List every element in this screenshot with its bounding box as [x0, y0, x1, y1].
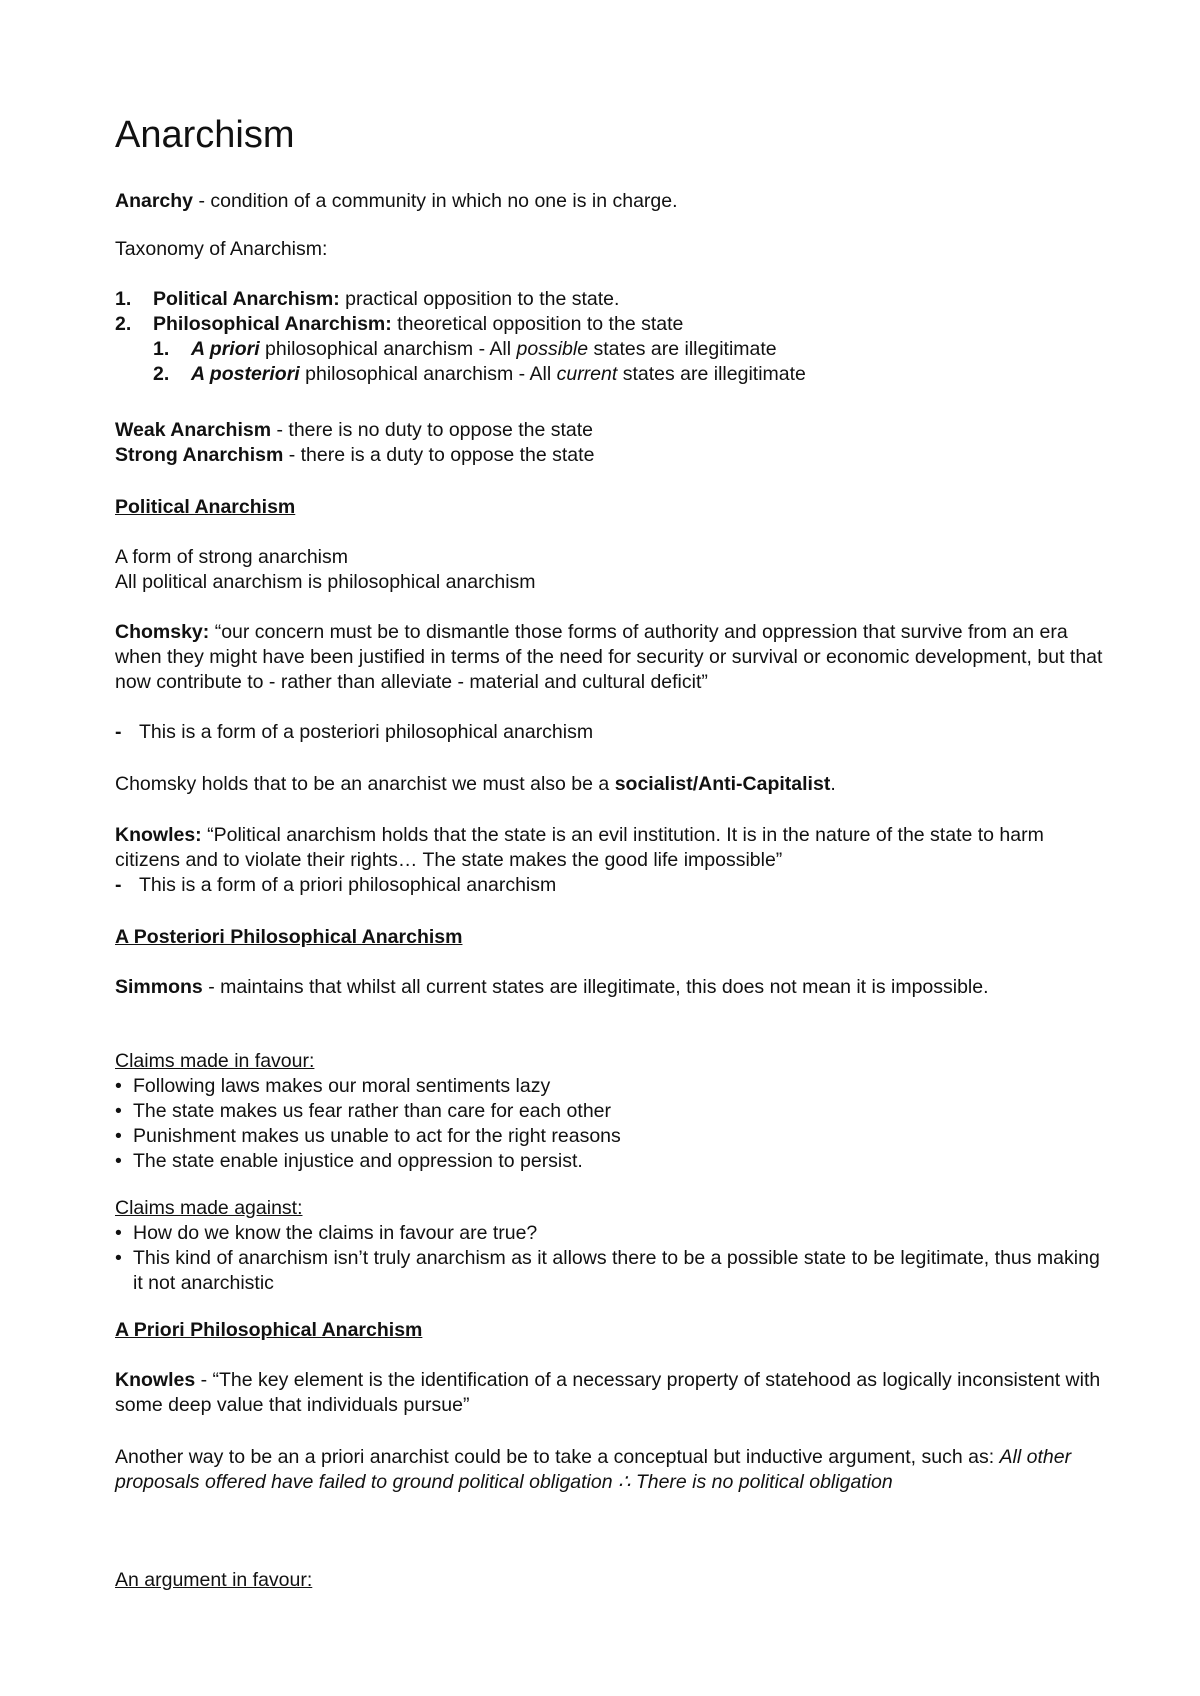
dash-marker: - — [115, 874, 122, 896]
list-item: • Punishment makes us unable to act for the right reasons — [115, 1124, 1105, 1149]
section-heading-priori: A Priori Philosophical Anarchism — [115, 1319, 423, 1341]
against-heading: Claims made against: — [115, 1197, 303, 1219]
weak-strong-definitions: Weak Anarchism - there is no duty to oppose the state Strong Anarchism - there is a duty to oppose the state — [115, 419, 595, 466]
favour-claims — [115, 1049, 1105, 1174]
anarchy-def: - condition of a community in which no one is in charge. — [193, 190, 678, 212]
chomsky-quote: Chomsky: “our concern must be to dismantle those forms of authority and oppression that survive from an era when they might have been justified in terms of the need for security or survival or economic development, but that now contribute to - rather than alleviate - material and cultural deficit” — [115, 621, 1103, 693]
dash-marker: - — [115, 721, 122, 743]
list-item: • Following laws makes our moral sentiments lazy — [115, 1074, 1105, 1099]
list-item: • How do we know the claims in favour are true? — [115, 1221, 1105, 1246]
taxonomy-list — [115, 287, 1105, 387]
favour-heading: Claims made in favour: — [115, 1050, 315, 1072]
argument-heading: An argument in favour: — [115, 1569, 313, 1591]
chomsky-socialist: Chomsky holds that to be an anarchist we must also be a socialist/Anti-Capitalist. — [115, 773, 836, 795]
taxonomy-item: 2. Philosophical Anarchism: theoretical opposition to the state — [115, 313, 684, 335]
knowles-quote: Knowles: “Political anarchism holds that the state is an evil institution. It is in the nature of the state to harm citizens and to violate their rights… The state makes the good life impossible” — [115, 824, 1044, 871]
knowles-note: - This is a form of a priori philosophical anarchism — [115, 874, 557, 896]
list-item: • This kind of anarchism isn’t truly anarchism as it allows there to be a possible state to be legitimate, thus making it not anarchistic — [115, 1246, 1105, 1296]
subtaxonomy-item: 1. A priori philosophical anarchism - All possible states are illegitimate — [153, 338, 777, 360]
knowles-priori-quote: Knowles - “The key element is the identification of a necessary property of statehood as logically inconsistent with some deep value that individuals pursue” — [115, 1369, 1101, 1416]
subtaxonomy-item: 2. A posteriori philosophical anarchism - All current states are illegitimate — [153, 363, 806, 385]
against-claims — [115, 1196, 1105, 1296]
simmons-text: Simmons - maintains that whilst all current states are illegitimate, this does not mean it is impossible. — [115, 976, 989, 998]
list-item: • The state enable injustice and oppression to persist. — [115, 1149, 1105, 1174]
taxonomy-item: 1. Political Anarchism: practical opposition to the state. — [115, 288, 620, 310]
political-intro: A form of strong anarchism All political anarchism is philosophical anarchism — [115, 546, 536, 593]
chomsky-note: - This is a form of a posteriori philosophical anarchism — [115, 721, 594, 743]
section-heading-political: Political Anarchism — [115, 496, 296, 518]
list-item: • The state makes us fear rather than care for each other — [115, 1099, 1105, 1124]
weak-term: Weak Anarchism — [115, 419, 272, 441]
inductive-argument: Another way to be an a priori anarchist could be to take a conceptual but inductive argument, such as: All other proposals offered have failed to ground political obligation ∴ There is no political obligation — [115, 1446, 1072, 1493]
section-heading-posteriori: A Posteriori Philosophical Anarchism — [115, 926, 463, 948]
anarchy-term: Anarchy — [115, 190, 194, 212]
anarchy-definition — [115, 189, 1105, 214]
taxonomy-heading: Taxonomy of Anarchism: — [115, 238, 328, 260]
page-title: Anarchism — [115, 114, 295, 156]
strong-term: Strong Anarchism — [115, 444, 284, 466]
